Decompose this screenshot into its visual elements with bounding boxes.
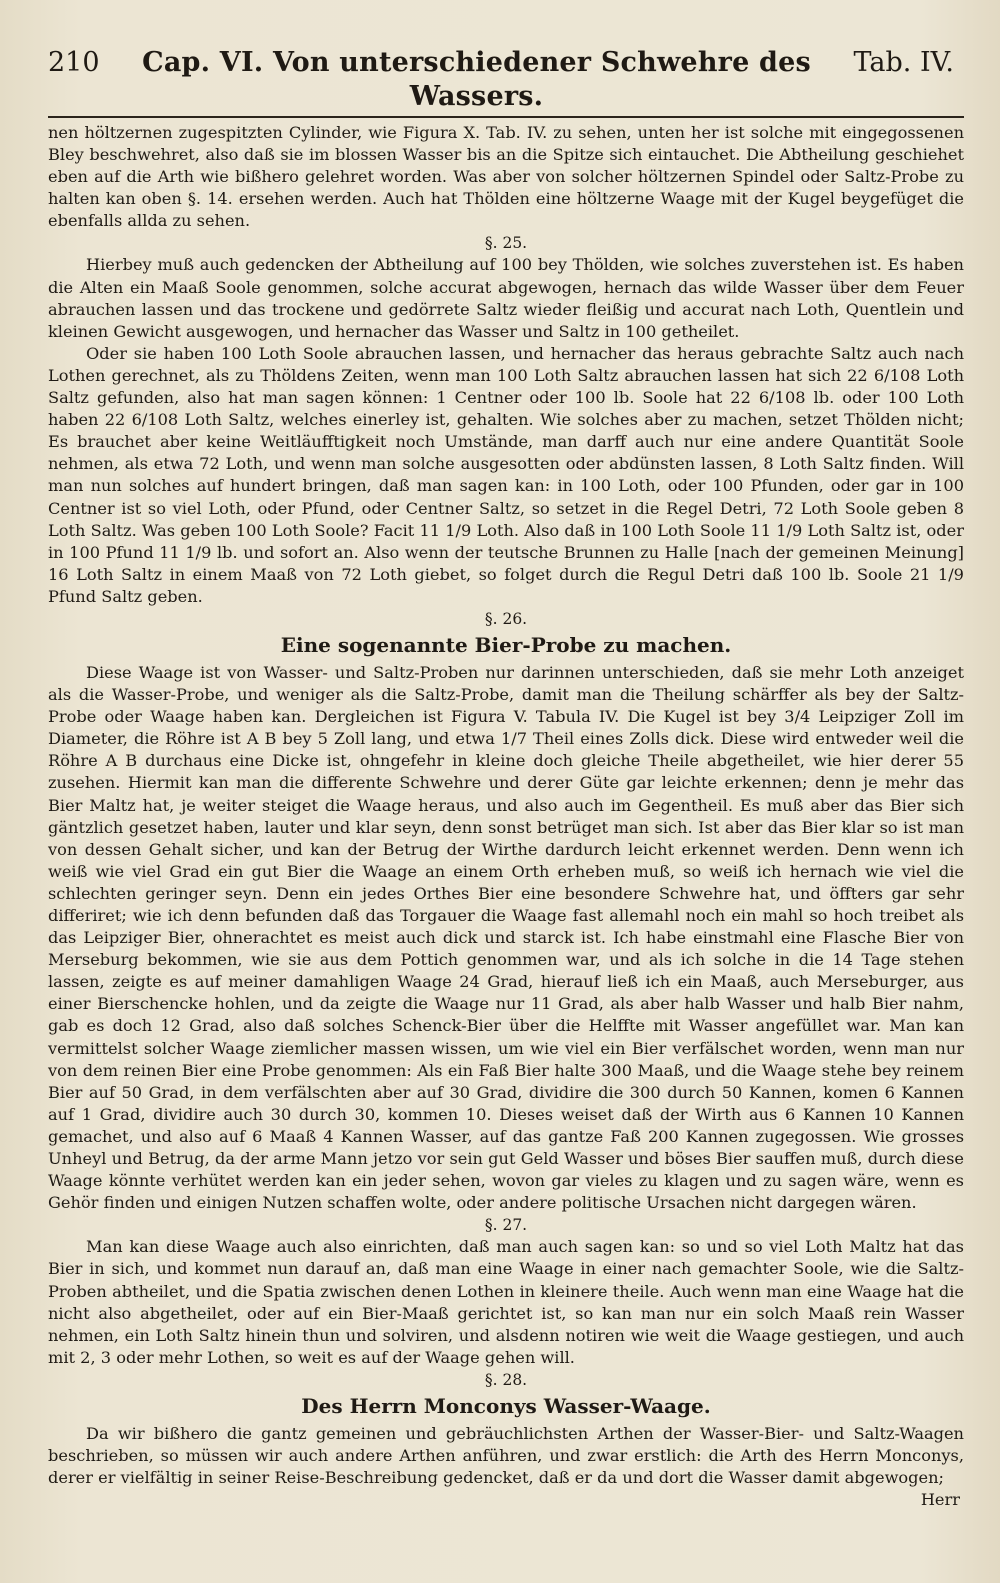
paragraph: Hierbey muß auch gedencken der Abtheilung auf 100 bey Thölden, wie solches zuverstehen ist. Es haben die Alten ein Maaß Soole genommen, solche accurat abgewogen, hernach das wilde Wasser über dem Feuer abrauchen lassen und das trockene und gedörrete Saltz wieder fleißig und accurat nach Loth, Quentlein und kleinen Gewicht ausgewogen, und hernacher das Wasser und Saltz in 100 getheilet. — [48, 255, 964, 341]
running-title: Cap. VI. Von unterschiedener Schwehre des Wassers. — [142, 47, 811, 112]
paragraph: Diese Waage ist von Wasser- und Saltz-Proben nur darinnen unterschieden, daß sie mehr Loth anzeiget als die Wasser-Probe, und weniger als die Saltz-Probe, damit man die Theilung schärffer als bey der Saltz-Probe oder Waage haben kan. Dergleichen ist Figura V. Tabula IV. Die Kugel ist bey 3/4 Leipziger Zoll im Diameter, die Röhre ist A B bey 5 Zoll lang, und etwa 1/7 Theil eines Zolls dick. Diese wird entweder weil die Röhre A B durchaus eine Dicke ist, ohngefehr in kleine doch gleiche Theile abgetheilet, wie hier derer 55 zusehen. Hiermit kan man die differente Schwehre und derer Güte gar leichte erkennen; denn je mehr das Bier Maltz hat, je weiter steiget die Waage heraus, und also auch im Gegentheil. Es muß aber das Bier sich gäntzlich gesetzet haben, lauter und klar seyn, denn sonst betrüget man sich. Ist aber das Bier klar so ist man von dessen Gehalt sicher, und kan der Betrug der Wirthe dardurch leicht erkennet werden. Denn wenn ich weiß wie viel Grad ein gut Bier die Waage an einem Orth erheben muß, so weiß ich hernach wie viel die schlechten geringer seyn. Denn ein jedes Orthes Bier eine besondere Schwehre hat, und öffters gar sehr differiret; wie ich denn befunden daß das Torgauer die Waage fast allemahl noch ein mahl so hoch treibet als das Leipziger Bier, ohnerachtet es meist auch dick und starck ist. Ich habe einstmahl eine Flasche Bier von Merseburg bekommen, wie sie aus dem Pottich genommen war, und als ich solche in die 14 Tage stehen lassen, zeigte es auf meiner damahligen Waage 24 Grad, hierauf ließ ich ein Maaß, auch Merseburger, aus einer Bierschencke hohlen, und da zeigte die Waage nur 11 Grad, als aber halb Wasser und halb Bier nahm, gab es doch 12 Grad, also daß solches Schenck-Bier über die Helffte mit Wasser angefüllet war. Man kan vermittelst solcher Waage ziemlicher massen wissen, um wie viel ein Bier verfälschet worden, wenn man nur von dem reinen Bier eine Probe genommen: Als ein Faß Bier halte 300 Maaß, und die Waage stehe bey reinem Bier auf 50 Grad, in dem verfälschten aber auf 30 Grad, dividire die 300 durch 50 Kannen, komen 6 Kannen auf 1 Grad, dividire auch 30 durch 30, kommen 10. Dieses weiset daß der Wirth aus 6 Kannen 10 Kannen gemachet, und also auf 6 Maaß 4 Kannen Wasser, auf das gantze Faß 200 Kannen zugegossen. Wie grosses Unheyl und Betrug, da der arme Mann jetzo vor sein gut Geld Wasser und böses Bier sauffen muß, durch diese Waage könnte verhütet werden kan ein jeder sehen, wovon gar vieles zu klagen und zu sagen wäre, wenn es Gehör finden und einigen Nutzen schaffen wolte, oder andere politische Ursachen nicht dargegen wären. — [48, 662, 964, 1213]
section-number: §. 27. — [484, 1216, 528, 1235]
catchword: Herr — [920, 1490, 960, 1510]
section-title: Des Herrn Monconys Wasser-Waage. — [301, 1393, 711, 1418]
page-body — [48, 122, 964, 1511]
section-number: §. 28. — [484, 1370, 528, 1389]
paragraph: Oder sie haben 100 Loth Soole abrauchen lassen, und hernacher das heraus gebrachte Saltz auch nach Lothen gerechnet, als zu Thöldens Zeiten, wenn man 100 Loth Saltz abrauchen lassen hat sich 22 6/108 Loth Saltz gefunden, also hat man sagen können: 1 Centner oder 100 lb. Soole hat 22 6/108 lb. oder 100 Loth haben 22 6/108 Loth Saltz, welches einerley ist, gehalten. Wie solches aber zu machen, setzet Thölden nicht; Es brauchet aber keine Weitläufftigkeit noch Umstände, man darff auch nur eine andere Quantität Soole nehmen, als etwa 72 Loth, und wenn man solche ausgesotten oder abdünsten lassen, 8 Loth Saltz finden. Will man nun solches auf hundert bringen, daß man sagen kan: in 100 Loth, oder 100 Pfunden, oder gar in 100 Centner ist so viel Loth, oder Pfund, oder Centner Saltz, so setzet in die Regel Detri, 72 Loth Soole geben 8 Loth Saltz. Was geben 100 Loth Soole? Facit 11 1/9 Loth. Also daß in 100 Loth Soole 11 1/9 Loth Saltz ist, oder in 100 Pfund 11 1/9 lb. und sofort an. Also wenn der teutsche Brunnen zu Halle [nach der gemeinen Meinung] 16 Loth Saltz in einem Maaß von 72 Loth giebet, so folget durch die Regul Detri daß 100 lb. Soole 21 1/9 Pfund Saltz geben. — [48, 343, 964, 606]
section-number: §. 25. — [484, 234, 528, 253]
section-number: §. 26. — [484, 609, 528, 628]
page-header — [48, 46, 964, 118]
paragraph: Man kan diese Waage auch also einrichten, daß man auch sagen kan: so und so viel Loth Maltz hat das Bier in sich, und kommet nun darauf an, daß man eine Waage in einer nach gemachter Soole, wie die Saltz-Proben abtheilet, und die Spatia zwischen denen Lothen in kleinere theile. Auch wenn man eine Waage hat die nicht also abgetheilet, oder auf ein Bier-Maaß gerichtet ist, so kan man nur ein solch Maaß rein Wasser nehmen, ein Loth Saltz hinein thun und solviren, und alsdenn notiren wie weit die Waage gestiegen, und auch mit 2, 3 oder mehr Lothen, so weit es auf der Waage gehen will. — [48, 1237, 964, 1367]
paragraph: nen höltzernen zugespitzten Cylinder, wie Figura X. Tab. IV. zu sehen, unten her ist solche mit eingegossenen Bley beschwehret, also daß sie im blossen Wasser bis an die Spitze sich eintauchet. Die Abtheilung geschiehet eben auf die Arth wie bißhero gelehret worden. Was aber von solcher höltzernen Spindel oder Saltz-Probe zu halten kan oben §. 14. ersehen werden. Auch hat Thölden eine höltzerne Waage mit der Kugel beygefüget die ebenfalls allda zu sehen. — [48, 123, 964, 231]
page-number: 210 — [48, 47, 100, 78]
paragraph: Da wir bißhero die gantz gemeinen und gebräuchlichsten Arthen der Wasser-Bier- und Saltz-Waagen beschrieben, so müssen wir auch andere Arthen anführen, und zwar erstlich: die Arth des Herrn Monconys, derer er vielfältig in seiner Reise-Beschreibung gedencket, daß er da und dort die Wasser damit abgewogen; — [48, 1423, 964, 1488]
section-title: Eine sogenannte Bier-Probe zu machen. — [280, 632, 732, 657]
tab-reference: Tab. IV. — [853, 47, 954, 78]
